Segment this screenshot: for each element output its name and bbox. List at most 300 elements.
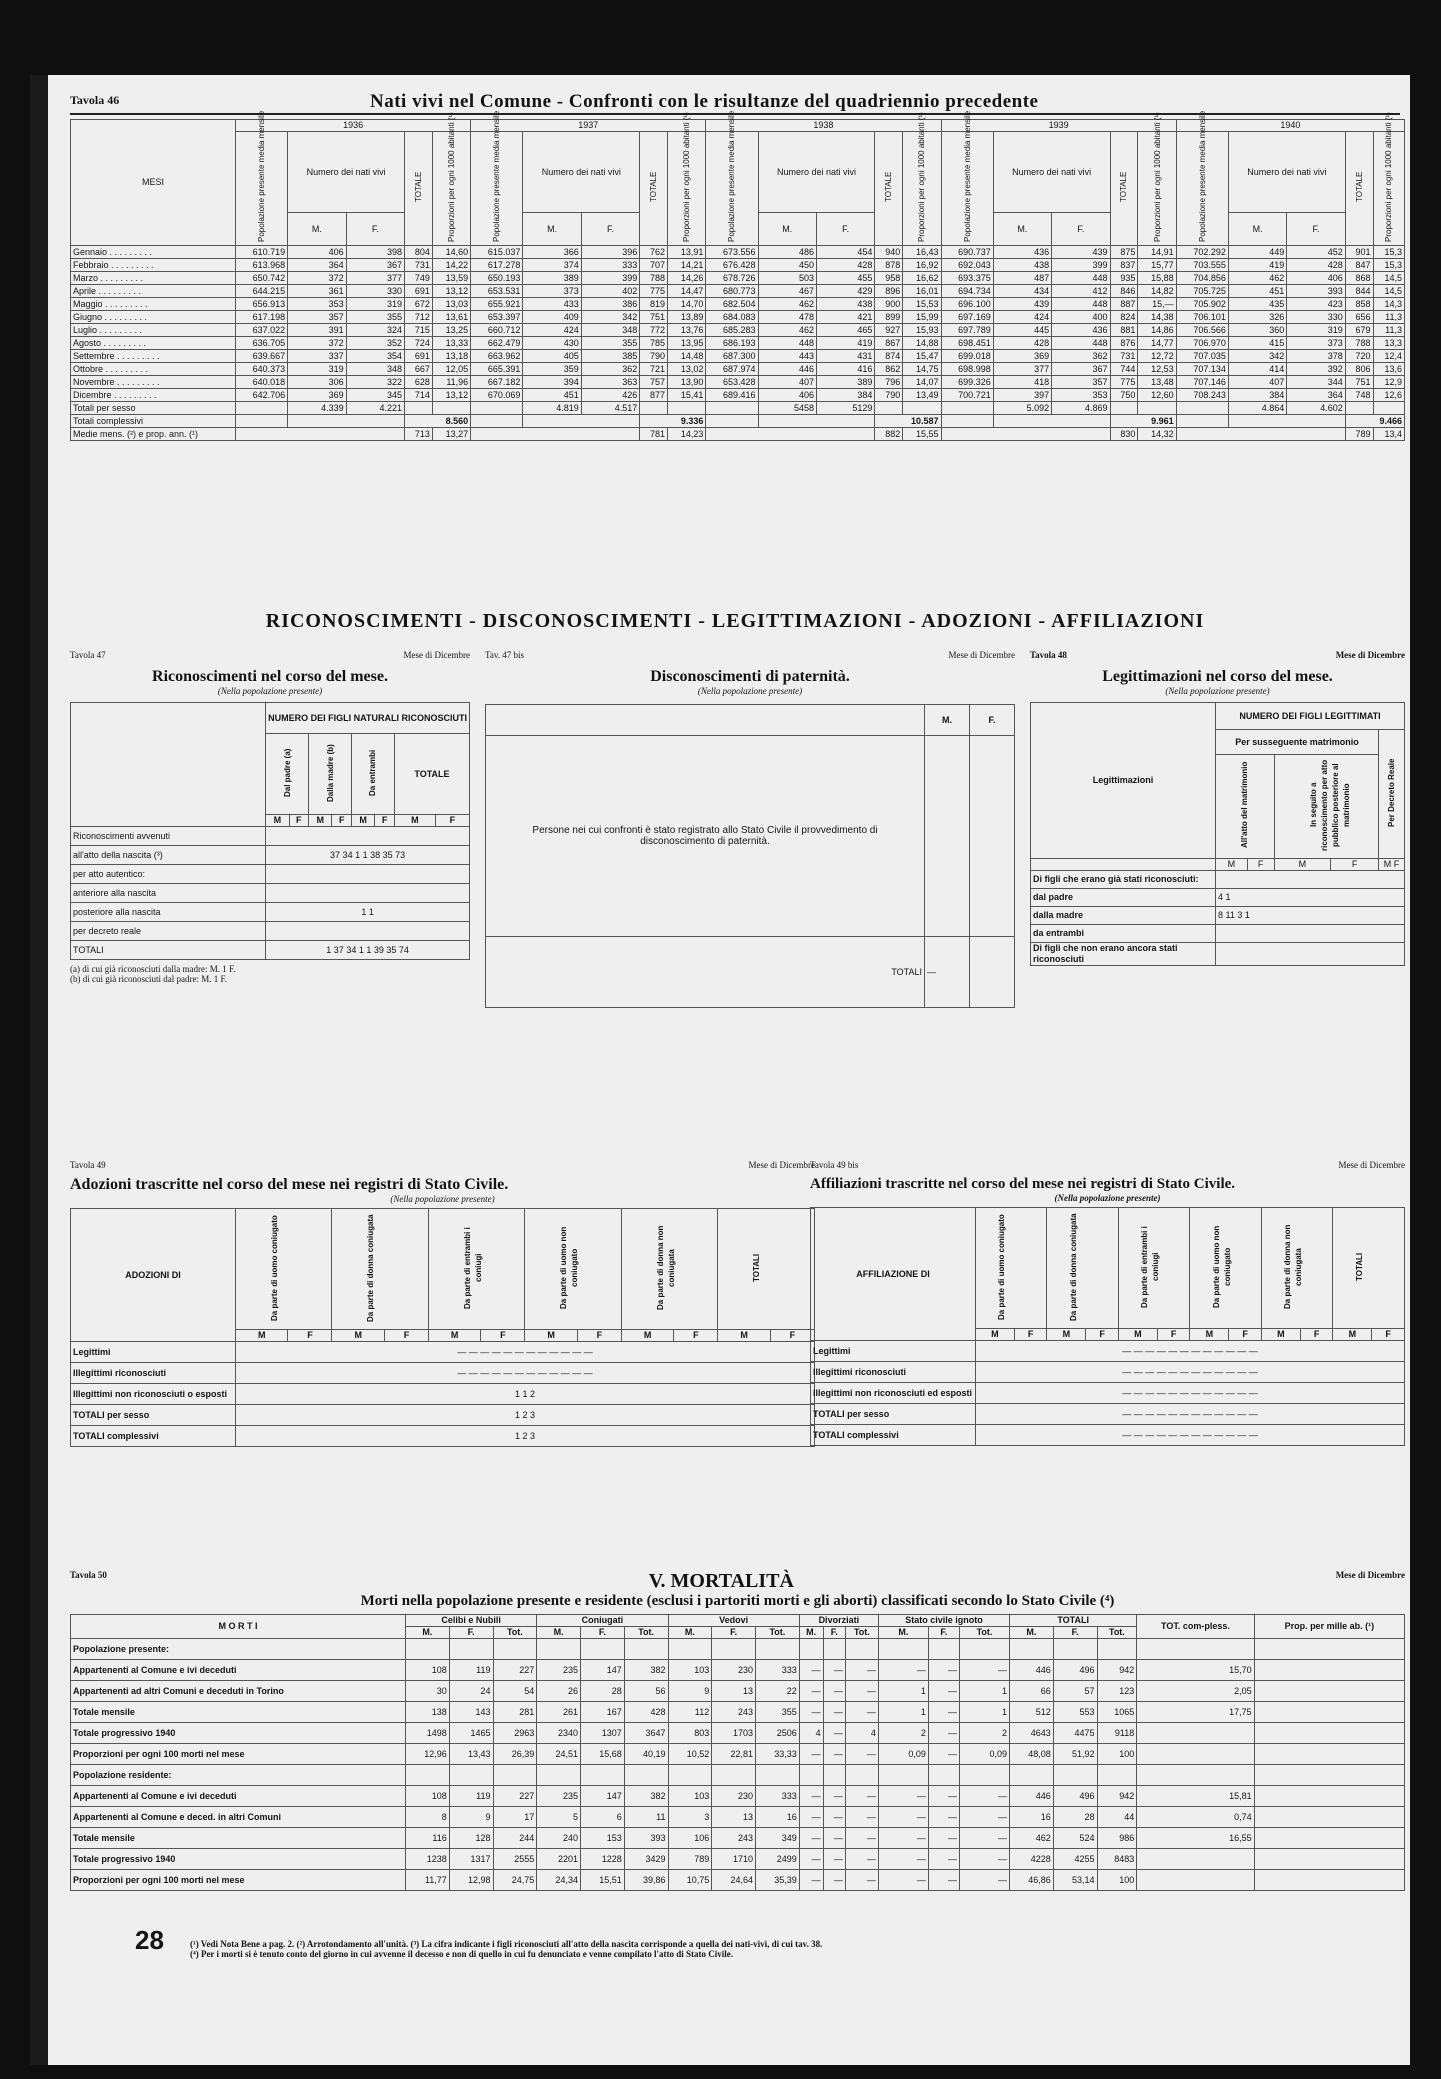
cell: 1710 — [712, 1849, 756, 1870]
cell: 397 — [993, 389, 1051, 402]
cell: 772 — [640, 324, 668, 337]
cell: 393 — [1287, 285, 1345, 298]
cell: 103 — [668, 1786, 712, 1807]
sub-header: M. — [668, 1627, 712, 1639]
col-header — [428, 1209, 524, 1330]
f-header: F — [577, 1330, 621, 1342]
cell: 13,6 — [1373, 363, 1404, 376]
cell: — — [845, 1786, 878, 1807]
cell: 24 — [449, 1681, 493, 1702]
cell: 804 — [405, 246, 433, 259]
sub-header: M. — [1010, 1627, 1054, 1639]
cell: 24,64 — [712, 1870, 756, 1891]
cell: 123 — [1097, 1681, 1137, 1702]
cell: 367 — [1052, 363, 1110, 376]
cell: 11,96 — [432, 376, 470, 389]
cell: 462 — [758, 324, 816, 337]
cell — [432, 402, 470, 415]
cell — [471, 402, 523, 415]
m-header: M — [332, 1330, 384, 1342]
cell: 10.587 — [875, 415, 941, 428]
cell: 899 — [875, 311, 903, 324]
m-header: M — [428, 1330, 480, 1342]
cell: 394 — [523, 376, 581, 389]
cell: — — [928, 1870, 959, 1891]
cell: 367 — [346, 259, 404, 272]
cell: 13,25 — [432, 324, 470, 337]
cell: — — [878, 1828, 928, 1849]
cell: 9 — [668, 1681, 712, 1702]
cell: 5129 — [816, 402, 874, 415]
cell: 14,70 — [668, 298, 706, 311]
cell: 416 — [816, 363, 874, 376]
cell: 357 — [288, 311, 346, 324]
cell: 28 — [1053, 1807, 1097, 1828]
cell — [1137, 1744, 1254, 1765]
cell — [878, 1639, 928, 1660]
prop-col-label: Proporzioni per ogni 1000 abitanti (¹) — [682, 112, 692, 242]
cell: 355 — [756, 1702, 800, 1723]
f-header: F — [1372, 1329, 1405, 1341]
m-header: M — [621, 1330, 673, 1342]
cell: 406 — [288, 246, 346, 259]
table-row — [71, 1744, 1405, 1765]
cell — [1345, 402, 1373, 415]
col-label: Da parte di donna non coniugata — [655, 1225, 676, 1310]
cell: 682.504 — [706, 298, 758, 311]
table-row — [71, 865, 470, 884]
t47-id: Tavola 47 — [70, 650, 106, 660]
cell: 1703 — [712, 1723, 756, 1744]
cell — [758, 415, 875, 428]
cell — [668, 402, 706, 415]
row-label: anteriore alla nascita — [71, 884, 266, 903]
cell: 405 — [523, 350, 581, 363]
cell: 446 — [1010, 1786, 1054, 1807]
row-label: Illegittimi non riconosciuti o esposti — [71, 1384, 236, 1405]
cell: 366 — [523, 246, 581, 259]
cell: — — [845, 1828, 878, 1849]
table-row — [71, 827, 470, 846]
cell: 399 — [581, 272, 639, 285]
cell: 16,62 — [903, 272, 941, 285]
row-label: Popolazione residente: — [71, 1765, 406, 1786]
cell: 414 — [1228, 363, 1286, 376]
cell: — — [928, 1828, 959, 1849]
cell — [1010, 1765, 1054, 1786]
cell: 942 — [1097, 1786, 1137, 1807]
cell: 724 — [405, 337, 433, 350]
cell: 455 — [816, 272, 874, 285]
cell: 687.300 — [706, 350, 758, 363]
cell: 8 — [406, 1807, 450, 1828]
cell: 354 — [346, 350, 404, 363]
group-header: Prop. per mille ab. (¹) — [1254, 1615, 1404, 1639]
table-row — [811, 1425, 1405, 1446]
cell: 684.083 — [706, 311, 758, 324]
cell: 8483 — [1097, 1849, 1137, 1870]
cell: 14,75 — [903, 363, 941, 376]
pop-col-label: Popolazione presente media mensile — [962, 110, 972, 242]
prop-col-header — [1373, 112, 1404, 246]
cell — [799, 1765, 823, 1786]
cell: 438 — [993, 259, 1051, 272]
t47-col-totale: TOTALE — [394, 734, 469, 815]
row-label: dal padre — [1031, 889, 1216, 907]
cell: 364 — [1287, 389, 1345, 402]
cell: 637.022 — [236, 324, 288, 337]
table-row — [71, 350, 1405, 363]
cell: 697.169 — [941, 311, 993, 324]
cell: 352 — [346, 337, 404, 350]
cell: 14,23 — [668, 428, 706, 441]
cell: 13,12 — [432, 389, 470, 402]
cell — [624, 1765, 668, 1786]
cell: 1307 — [581, 1723, 625, 1744]
cell: 13,49 — [903, 389, 941, 402]
row-label: TOTALI per sesso — [71, 1405, 236, 1426]
cell: 382 — [624, 1660, 668, 1681]
cell — [875, 402, 903, 415]
cell: 167 — [581, 1702, 625, 1723]
cell: 13,90 — [668, 376, 706, 389]
cell: — — [823, 1723, 845, 1744]
cell: 2499 — [756, 1849, 800, 1870]
cell: — — [959, 1849, 1009, 1870]
table-row — [811, 1404, 1405, 1425]
cell: 359 — [523, 363, 581, 376]
table-row — [71, 259, 1405, 272]
cell: 660.712 — [471, 324, 523, 337]
mf-header: M — [1274, 859, 1331, 871]
cell: 17,75 — [1137, 1702, 1254, 1723]
cell: 428 — [993, 337, 1051, 350]
cell: 1065 — [1097, 1702, 1137, 1723]
cell: 12,4 — [1373, 350, 1404, 363]
cell: 14,38 — [1138, 311, 1176, 324]
cell — [624, 1639, 668, 1660]
row-head: AFFILIAZIONE DI — [811, 1208, 976, 1341]
cell: — — [799, 1870, 823, 1891]
tot-col-label: TOTALE — [649, 171, 659, 203]
cell: 679 — [1345, 324, 1373, 337]
cell: 12,53 — [1138, 363, 1176, 376]
cell: 478 — [758, 311, 816, 324]
cell — [236, 415, 288, 428]
cell: 281 — [493, 1702, 537, 1723]
cell: 342 — [581, 311, 639, 324]
cell — [1254, 1744, 1404, 1765]
cell: 322 — [346, 376, 404, 389]
cell: 54 — [493, 1681, 537, 1702]
sub-header: M. — [878, 1627, 928, 1639]
cell: 14,07 — [903, 376, 941, 389]
tot-col-header — [640, 132, 668, 246]
cell: 66 — [1010, 1681, 1054, 1702]
cell: 436 — [993, 246, 1051, 259]
cell: 22 — [756, 1681, 800, 1702]
row-label: Totali complessivi — [71, 415, 236, 428]
cell: 713 — [405, 428, 433, 441]
table-id: Tavola 46 — [70, 93, 120, 107]
pop-col-label: Popolazione presente media mensile — [492, 110, 502, 242]
table-row — [71, 1681, 1405, 1702]
row-values: — — — — — — — — — — — — — [976, 1362, 1405, 1383]
cell — [581, 1639, 625, 1660]
cell: 706.566 — [1176, 324, 1228, 337]
cell: 100 — [1097, 1744, 1137, 1765]
cell: 496 — [1053, 1786, 1097, 1807]
cell — [406, 1765, 450, 1786]
cell: 430 — [523, 337, 581, 350]
t50-title: Morti nella popolazione presente e residente (esclusi i partoriti morti e gli aborti) classificati secondo lo Stato Civile (⁴) — [360, 1593, 1115, 1609]
sub-header: M. — [406, 1627, 450, 1639]
sub-header: F. — [928, 1627, 959, 1639]
table-row — [1031, 943, 1405, 966]
cell: 790 — [640, 350, 668, 363]
t48-col-seguito: In seguito a riconoscimento per atto pubblico posteriore al matrimonio — [1309, 759, 1352, 851]
prop-col-label: Proporzioni per ogni 1000 abitanti (¹) — [447, 112, 457, 242]
cell: 402 — [581, 285, 639, 298]
cell — [878, 1765, 928, 1786]
cell: 686.193 — [706, 337, 758, 350]
cell: 1 — [959, 1681, 1009, 1702]
cell: 748 — [1345, 389, 1373, 402]
month-label: Agosto . . . . . . . . . — [71, 337, 236, 350]
cell: 878 — [875, 259, 903, 272]
cell: — — [799, 1786, 823, 1807]
cell: 847 — [1345, 259, 1373, 272]
cell: 4.869 — [1052, 402, 1110, 415]
num-col-header: Numero dei nati vivi — [523, 132, 640, 213]
cell — [941, 402, 993, 415]
cell: 448 — [758, 337, 816, 350]
table-row — [1031, 925, 1405, 943]
row-label: Legittimi — [71, 1342, 236, 1363]
cell: 731 — [405, 259, 433, 272]
cell — [941, 415, 993, 428]
t47-f: F — [332, 815, 352, 827]
cell: 617.198 — [236, 311, 288, 324]
cell: 693.375 — [941, 272, 993, 285]
cell: 6 — [581, 1807, 625, 1828]
month-label: Gennaio . . . . . . . . . — [71, 246, 236, 259]
cell — [1373, 402, 1404, 415]
cell: 391 — [288, 324, 346, 337]
cell — [1137, 1723, 1254, 1744]
m-header: M — [718, 1330, 770, 1342]
cell: 781 — [640, 428, 668, 441]
header-row — [71, 1209, 815, 1330]
table-row — [1031, 889, 1405, 907]
cell: 696.100 — [941, 298, 993, 311]
row-values: 1 1 2 — [236, 1384, 815, 1405]
cell: 378 — [1287, 350, 1345, 363]
cell: 4 — [845, 1723, 878, 1744]
cell: 33,33 — [756, 1744, 800, 1765]
cell: — — [845, 1744, 878, 1765]
cell: 1238 — [406, 1849, 450, 1870]
prop-col-header — [432, 112, 470, 246]
table-row — [71, 903, 470, 922]
cell: — — [799, 1828, 823, 1849]
cell: 423 — [1287, 298, 1345, 311]
cell: 670.069 — [471, 389, 523, 402]
cell: 443 — [758, 350, 816, 363]
cell: 385 — [581, 350, 639, 363]
cell: 100 — [1097, 1870, 1137, 1891]
sub-header: F. — [823, 1627, 845, 1639]
section-title: RICONOSCIMENTI - DISCONOSCIMENTI - LEGITTIMAZIONI - ADOZIONI - AFFILIAZIONI — [265, 610, 1205, 632]
cell: 428 — [1287, 259, 1345, 272]
cell: 389 — [523, 272, 581, 285]
cell: 16,55 — [1137, 1828, 1254, 1849]
cell — [845, 1765, 878, 1786]
cell — [706, 428, 875, 441]
t50-block — [70, 1570, 1405, 1950]
col-label: Da parte di uomo coniugato — [269, 1214, 279, 1321]
cell: 429 — [816, 285, 874, 298]
row-label: Illegittimi riconosciuti — [811, 1362, 976, 1383]
cell: 362 — [1052, 350, 1110, 363]
col-label: TOTALI — [1354, 1252, 1364, 1281]
cell — [1137, 1765, 1254, 1786]
cell: 858 — [1345, 298, 1373, 311]
cell: 1317 — [449, 1849, 493, 1870]
t47-subtitle: (Nella popolazione presente) — [217, 686, 323, 696]
births-table — [70, 110, 1405, 441]
cell — [706, 402, 758, 415]
cell: — — [845, 1807, 878, 1828]
cell: 15,77 — [1138, 259, 1176, 272]
cell: 868 — [1345, 272, 1373, 285]
cell: 15,55 — [903, 428, 941, 441]
col-label: Da parte di entrambi i coniugi — [1140, 1225, 1161, 1308]
cell: 227 — [493, 1660, 537, 1681]
num-col-header: Numero dei nati vivi — [758, 132, 875, 213]
row-label: Totali per sesso — [71, 402, 236, 415]
cell: 705.902 — [1176, 298, 1228, 311]
cell: 330 — [346, 285, 404, 298]
f-header: F — [384, 1330, 428, 1342]
cell: 942 — [1097, 1660, 1137, 1681]
cell: 4 — [799, 1723, 823, 1744]
cell: 412 — [1052, 285, 1110, 298]
pop-col-header — [706, 110, 758, 246]
cell: 15,99 — [903, 311, 941, 324]
t49bis-id: Tavola 49 bis — [810, 1160, 859, 1170]
cell: — — [928, 1744, 959, 1765]
row-label: Appartenenti al Comune e ivi deceduti — [71, 1786, 406, 1807]
cell: 11 — [624, 1807, 668, 1828]
col-header — [718, 1209, 815, 1330]
cell: 3429 — [624, 1849, 668, 1870]
cell — [1137, 1849, 1254, 1870]
row-label: Proporzioni per ogni 100 morti nel mese — [71, 1744, 406, 1765]
row-label: Legittimi — [811, 1341, 976, 1362]
cell: 744 — [1110, 363, 1138, 376]
cell: 656.913 — [236, 298, 288, 311]
cell: 1 — [959, 1702, 1009, 1723]
tot-col-label: TOTALE — [884, 171, 894, 203]
cell: — — [799, 1702, 823, 1723]
cell: 424 — [523, 324, 581, 337]
cell: 462 — [1010, 1828, 1054, 1849]
cell: 642.706 — [236, 389, 288, 402]
cell: 15,3 — [1373, 246, 1404, 259]
t48-rowlabel: Legittimazioni — [1031, 703, 1216, 859]
row-values: 1 1 — [266, 903, 470, 922]
t50-table — [70, 1614, 1405, 1891]
cell — [1254, 1807, 1404, 1828]
m-header: M — [1047, 1329, 1086, 1341]
cell: 731 — [1110, 350, 1138, 363]
cell: — — [823, 1744, 845, 1765]
group-header: Celibi e Nubili — [406, 1615, 537, 1627]
cell: 751 — [1345, 376, 1373, 389]
row-values: 1 37 34 1 1 39 35 74 — [266, 941, 470, 960]
cell: 13,3 — [1373, 337, 1404, 350]
cell: 143 — [449, 1702, 493, 1723]
table-row — [71, 285, 1405, 298]
cell: 108 — [406, 1660, 450, 1681]
table-row — [71, 1849, 1405, 1870]
cell: 400 — [1052, 311, 1110, 324]
cell: 667.182 — [471, 376, 523, 389]
binding-strip — [30, 75, 48, 2065]
cell: 986 — [1097, 1828, 1137, 1849]
col-label: Da parte di entrambi i coniugi — [462, 1226, 483, 1309]
t49-id: Tavola 49 — [70, 1160, 106, 1170]
t48-head2: Per susseguente matrimonio — [1216, 730, 1379, 755]
cell: 431 — [816, 350, 874, 363]
cell: 465 — [816, 324, 874, 337]
cell: 2,05 — [1137, 1681, 1254, 1702]
cell: — — [928, 1681, 959, 1702]
row-values: — — — — — — — — — — — — — [976, 1383, 1405, 1404]
f-header: F. — [1052, 213, 1110, 246]
cell: 15,41 — [668, 389, 706, 402]
cell: 14,86 — [1138, 324, 1176, 337]
t48-title: Legittimazioni nel corso del mese. — [1102, 668, 1333, 685]
t48-table — [1030, 702, 1405, 966]
prop-col-header — [668, 112, 706, 246]
month-label: Ottobre . . . . . . . . . — [71, 363, 236, 376]
cell: 433 — [523, 298, 581, 311]
cell: — — [799, 1660, 823, 1681]
cell: 698.451 — [941, 337, 993, 350]
group-header: Vedovi — [668, 1615, 799, 1627]
cell — [1254, 1639, 1404, 1660]
cell — [471, 428, 640, 441]
cell: 875 — [1110, 246, 1138, 259]
t49-block — [70, 1160, 815, 1560]
cell: 372 — [288, 272, 346, 285]
t47bis-f: F. — [970, 705, 1015, 736]
cell: 707.146 — [1176, 376, 1228, 389]
row-head: M O R T I — [71, 1615, 406, 1639]
cell: 4.339 — [288, 402, 346, 415]
cell: 406 — [758, 389, 816, 402]
cell: 640.018 — [236, 376, 288, 389]
table-row — [71, 1639, 1405, 1660]
cell: 687.974 — [706, 363, 758, 376]
row-values: — — — — — — — — — — — — — [976, 1425, 1405, 1446]
cell — [1254, 1702, 1404, 1723]
row-label: Totale progressivo 1940 — [71, 1723, 406, 1744]
cell: 333 — [581, 259, 639, 272]
cell: 116 — [406, 1828, 450, 1849]
